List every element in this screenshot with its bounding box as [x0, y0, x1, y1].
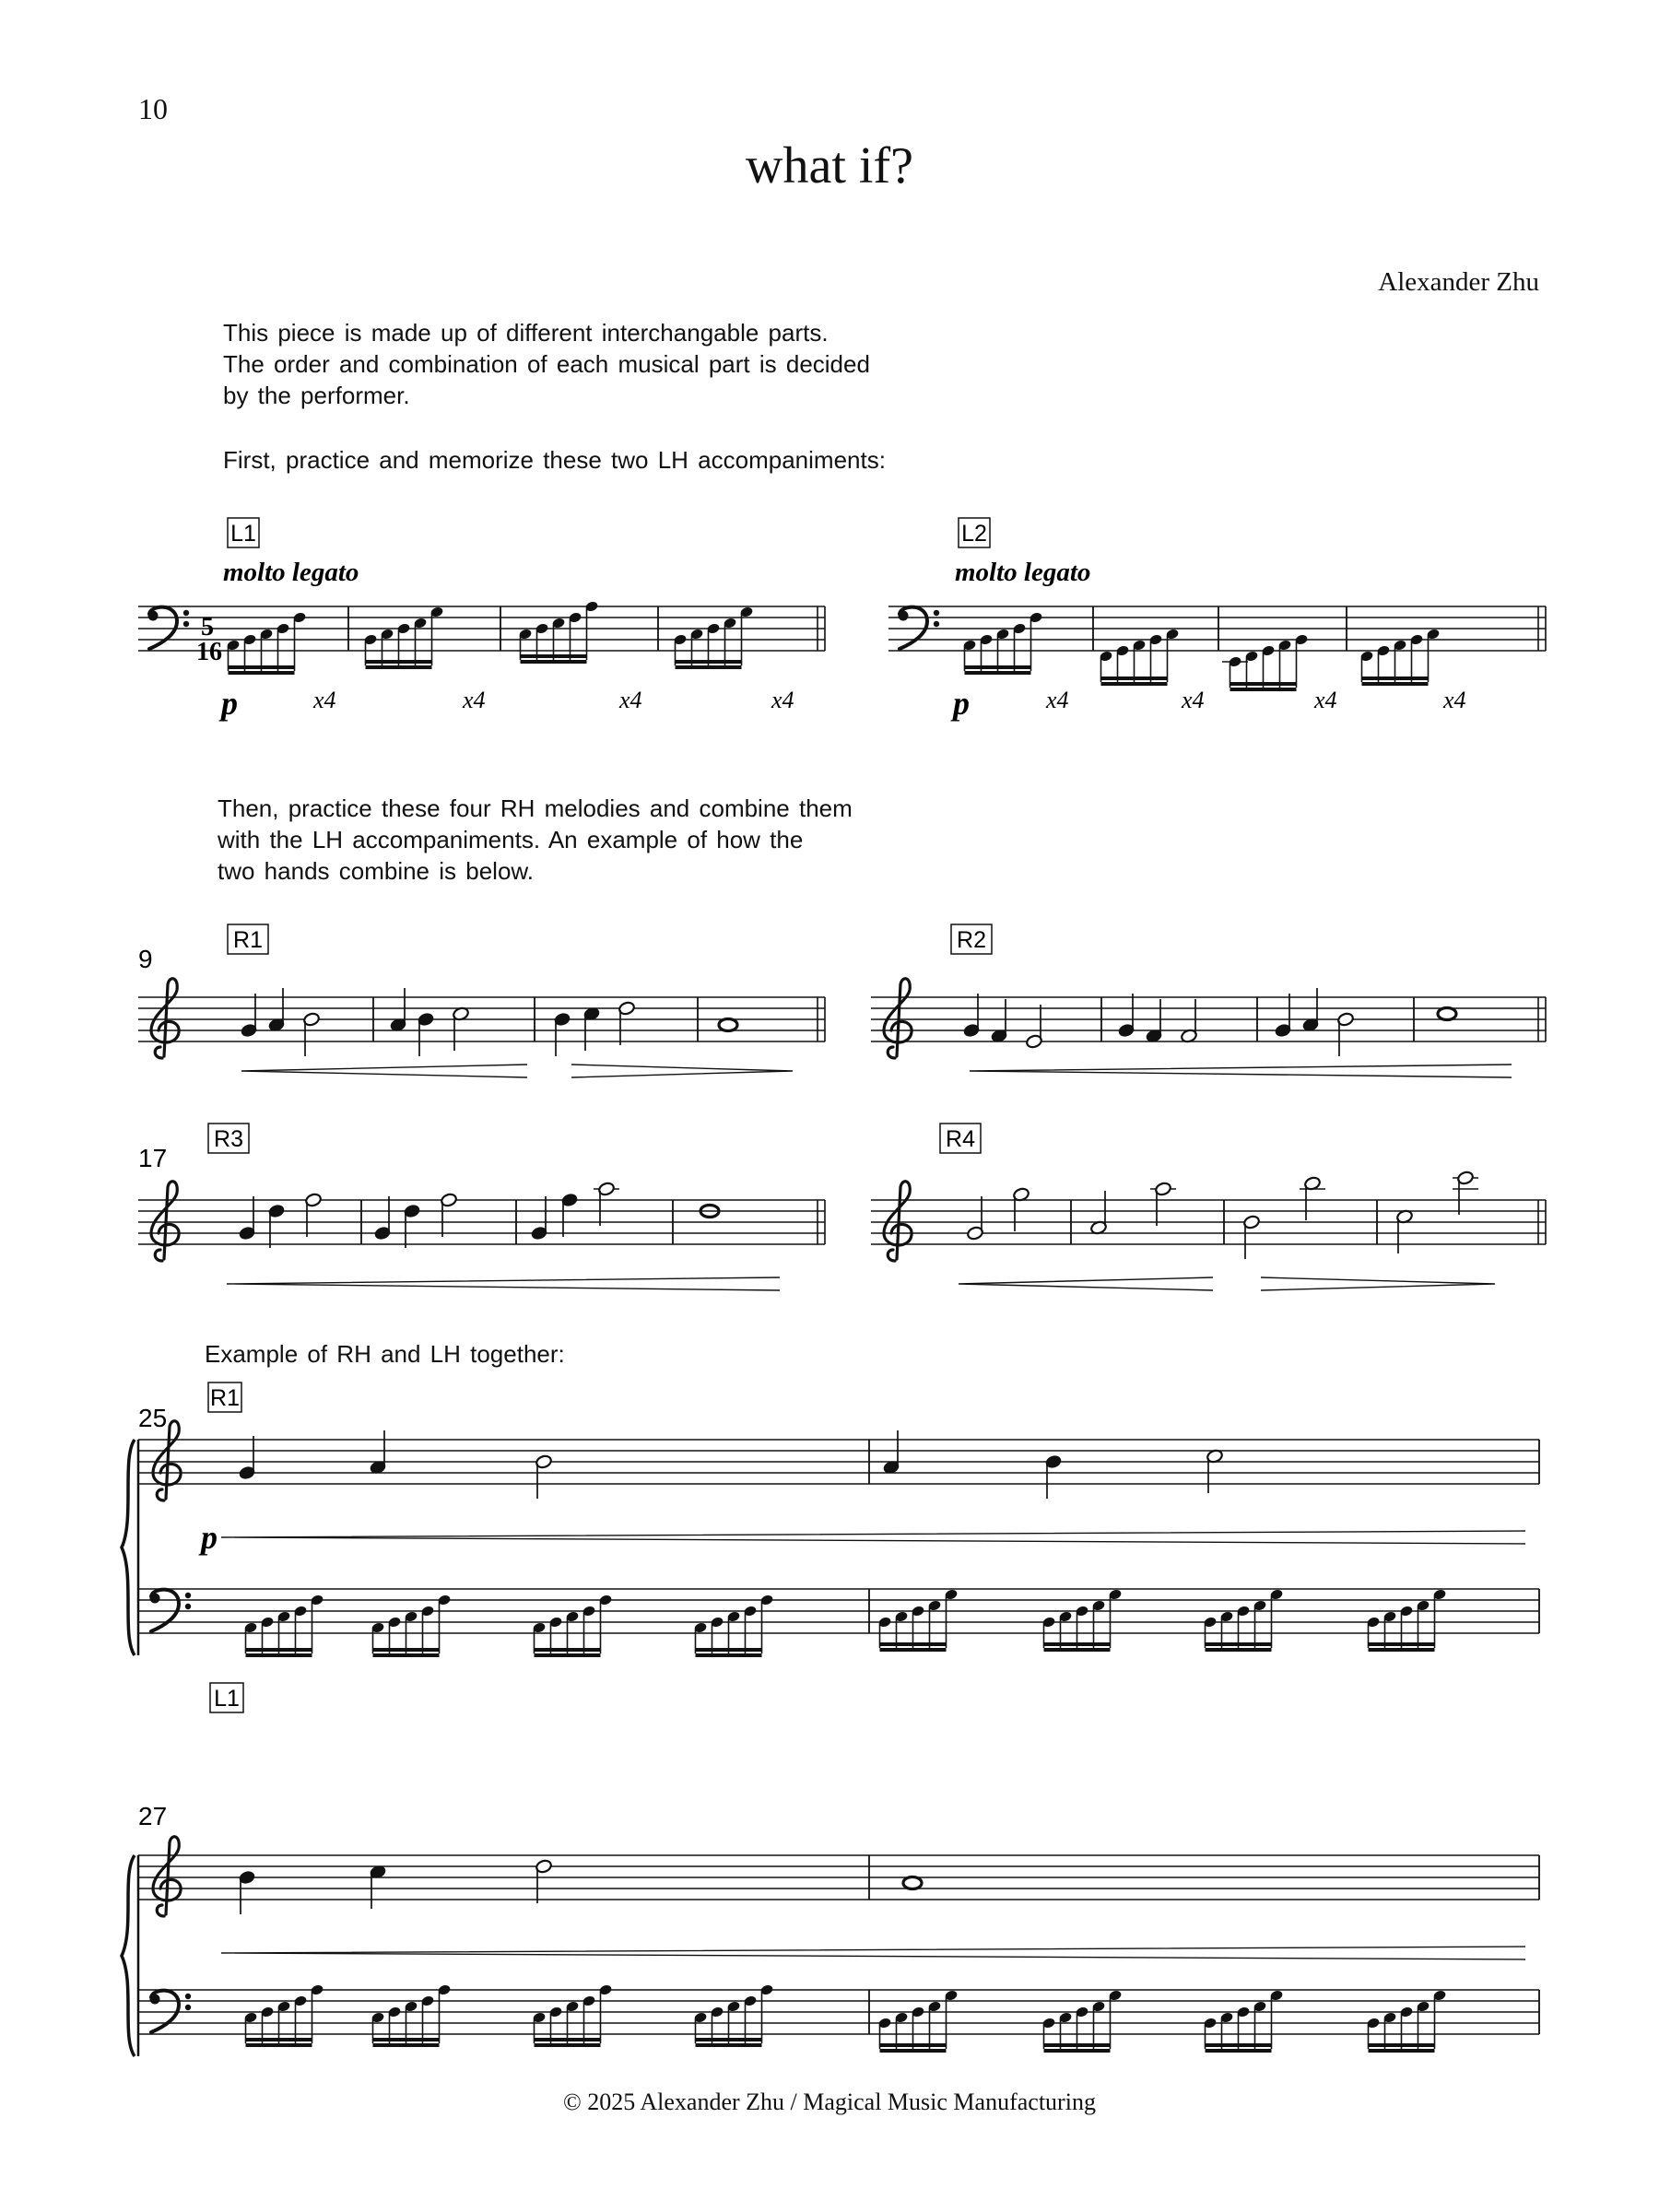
- treble-clef-icon: [884, 1182, 912, 1261]
- sixteenth-note-run: [363, 606, 443, 669]
- staff: [888, 606, 1546, 651]
- repeat-mark: x4: [1046, 687, 1069, 713]
- beam: [535, 1648, 601, 1652]
- repeat-mark: x4: [1182, 687, 1205, 713]
- staff: [138, 606, 825, 651]
- beam: [676, 665, 742, 669]
- sixteenth-note-run: [1041, 1588, 1122, 1652]
- piece-title: what if?: [746, 137, 913, 194]
- beam: [1206, 2043, 1272, 2047]
- dynamic-marking: p: [201, 1519, 218, 1556]
- rh-label: R1: [210, 1385, 240, 1411]
- sixteenth-note-run: [1222, 633, 1309, 691]
- crescendo-hairpin: [227, 1277, 780, 1290]
- measure-number: 27: [138, 1802, 168, 1830]
- sixteenth-note-run: [1041, 1989, 1122, 2053]
- repeat-mark: x4: [463, 687, 486, 713]
- repeat-mark: x4: [619, 687, 642, 713]
- excerpt-label: R4: [946, 1126, 975, 1152]
- beam: [246, 1653, 312, 1657]
- beam: [1369, 1642, 1435, 1646]
- sixteenth-note-run: [962, 611, 1042, 675]
- beam: [373, 1648, 440, 1652]
- intro-text: This piece is made up of different interchangable parts. The order and combination of each musical part is decided by the performer.: [223, 319, 870, 409]
- beam: [880, 1648, 947, 1652]
- measure-number: 9: [138, 945, 153, 973]
- beam: [965, 671, 1031, 675]
- rh-excerpt-r3: [138, 1124, 825, 1290]
- excerpt-label: L1: [230, 521, 256, 547]
- diminuendo-hairpin: [571, 1065, 793, 1077]
- staff: [138, 1589, 1539, 1633]
- beam: [1206, 1642, 1272, 1646]
- sixteenth-note-run: [877, 1588, 958, 1652]
- sixteenth-note-run: [1366, 1588, 1446, 1652]
- sixteenth-note-run: [1099, 628, 1179, 686]
- beam: [696, 2043, 762, 2047]
- beam: [1369, 2043, 1435, 2047]
- melody-notes: [962, 988, 1456, 1056]
- crescendo-hairpin: [970, 1065, 1512, 1077]
- example-system-25: [122, 1382, 1539, 1712]
- sixteenth-note-run: [532, 1594, 612, 1657]
- beam: [1206, 2049, 1272, 2053]
- melody-notes: [238, 1182, 719, 1248]
- beam: [373, 2043, 440, 2047]
- staff: [138, 1990, 1539, 2034]
- beam: [366, 660, 432, 664]
- beam: [1230, 688, 1297, 691]
- treble-clef-icon: [884, 979, 912, 1058]
- beam: [1362, 682, 1429, 686]
- treble-clef-icon: [153, 1837, 181, 1916]
- crescendo-hairpin: [959, 1277, 1213, 1290]
- lh-excerpt-l2: [888, 518, 1546, 722]
- sixteenth-note-run: [226, 611, 306, 675]
- beam: [1101, 682, 1168, 686]
- sixteenth-note-run: [673, 606, 753, 669]
- beam: [373, 1653, 440, 1657]
- beam: [1101, 677, 1168, 680]
- dynamic-marking: p: [221, 685, 238, 722]
- beam: [1044, 1642, 1111, 1646]
- composer-name: Alexander Zhu: [1378, 267, 1539, 297]
- crescendo-hairpin: [221, 1947, 1525, 1959]
- repeat-mark: x4: [1314, 687, 1337, 713]
- melody-notes: [238, 1430, 1223, 1499]
- beam: [521, 660, 587, 664]
- beam: [521, 654, 587, 658]
- measure-number: 17: [138, 1144, 168, 1172]
- beam: [676, 660, 742, 664]
- brace-icon: [122, 1440, 135, 1655]
- lh-label: L1: [214, 1686, 240, 1712]
- melody-notes: [238, 1859, 922, 1914]
- beam: [229, 671, 295, 675]
- beam: [1044, 2049, 1111, 2053]
- beam: [246, 2043, 312, 2047]
- beam: [366, 665, 432, 669]
- beam: [229, 665, 295, 669]
- melody-notes: [240, 988, 737, 1056]
- treble-clef-icon: [151, 1182, 179, 1261]
- excerpt-label: L2: [961, 521, 987, 547]
- brace-icon: [122, 1855, 135, 2056]
- sixteenth-note-run: [693, 1594, 773, 1657]
- repeat-mark: x4: [1443, 687, 1466, 713]
- lh-excerpt-l1: [138, 518, 825, 722]
- sixteenth-note-run: [1203, 1588, 1283, 1652]
- beam: [1362, 677, 1429, 680]
- beam: [246, 1648, 312, 1652]
- crescendo-hairpin: [221, 1531, 1525, 1544]
- sixteenth-note-run: [877, 1989, 958, 2053]
- sixteenth-note-run: [371, 1594, 451, 1657]
- beam: [696, 2038, 762, 2041]
- sixteenth-note-run: [1359, 628, 1440, 686]
- beam: [535, 2043, 601, 2047]
- excerpt-label: R3: [214, 1126, 243, 1152]
- repeat-mark: x4: [313, 687, 336, 713]
- beam: [1230, 682, 1297, 686]
- beam: [880, 1642, 947, 1646]
- beam: [1369, 1648, 1435, 1652]
- dynamic-marking: p: [953, 685, 970, 722]
- time-signature-numerator: 5: [201, 613, 214, 641]
- whole-note: [719, 1019, 737, 1031]
- beam: [1044, 2043, 1111, 2047]
- crescendo-hairpin: [241, 1065, 527, 1077]
- melody-notes: [966, 1171, 1478, 1259]
- beam: [1206, 1648, 1272, 1652]
- staff: [138, 1440, 1539, 1484]
- excerpt-label: R2: [957, 927, 986, 953]
- sixteenth-note-run: [243, 1983, 324, 2047]
- beam: [373, 2038, 440, 2041]
- beam: [696, 1653, 762, 1657]
- sixteenth-note-run: [1366, 1989, 1446, 2053]
- beam: [1044, 1648, 1111, 1652]
- sixteenth-note-run: [693, 1983, 773, 2047]
- measure-number: 25: [138, 1404, 168, 1432]
- repeat-mark: x4: [771, 687, 794, 713]
- beam: [535, 2038, 601, 2041]
- treble-clef-icon: [151, 979, 179, 1058]
- lh-instruction: First, practice and memorize these two LH accompaniments:: [223, 446, 886, 474]
- tempo-marking: molto legato: [223, 558, 359, 587]
- beam: [696, 1648, 762, 1652]
- beam: [880, 2043, 947, 2047]
- page-number: 10: [138, 92, 168, 125]
- beam: [1369, 2049, 1435, 2053]
- beam: [880, 2049, 947, 2053]
- staff: [138, 1855, 1539, 1900]
- sixteenth-note-run: [518, 600, 598, 664]
- example-heading: Example of RH and LH together:: [205, 1340, 565, 1368]
- time-signature-denominator: 16: [196, 638, 222, 666]
- sixteenth-note-run: [243, 1594, 324, 1657]
- rh-excerpt-r2: [871, 924, 1546, 1077]
- diminuendo-hairpin: [1261, 1277, 1495, 1290]
- tempo-marking: molto legato: [955, 558, 1091, 587]
- sixteenth-note-run: [1203, 1989, 1283, 2053]
- sixteenth-note-run: [371, 1983, 451, 2047]
- rh-instruction: Then, practice these four RH melodies and combine them with the LH accompaniments. An example of how the two hands combine is below.: [218, 794, 853, 885]
- beam: [965, 665, 1031, 669]
- whole-note: [903, 1877, 922, 1889]
- rh-excerpt-r1: [138, 924, 825, 1077]
- example-system-27: [122, 1802, 1539, 2056]
- excerpt-label: R1: [233, 927, 263, 953]
- treble-clef-icon: [153, 1421, 181, 1500]
- sixteenth-note-run: [532, 1983, 612, 2047]
- whole-note: [1438, 1008, 1456, 1020]
- copyright-footer: © 2025 Alexander Zhu / Magical Music Manufacturing: [563, 2088, 1096, 2115]
- rh-excerpt-r4: [871, 1124, 1546, 1290]
- beam: [535, 1653, 601, 1657]
- beam: [246, 2038, 312, 2041]
